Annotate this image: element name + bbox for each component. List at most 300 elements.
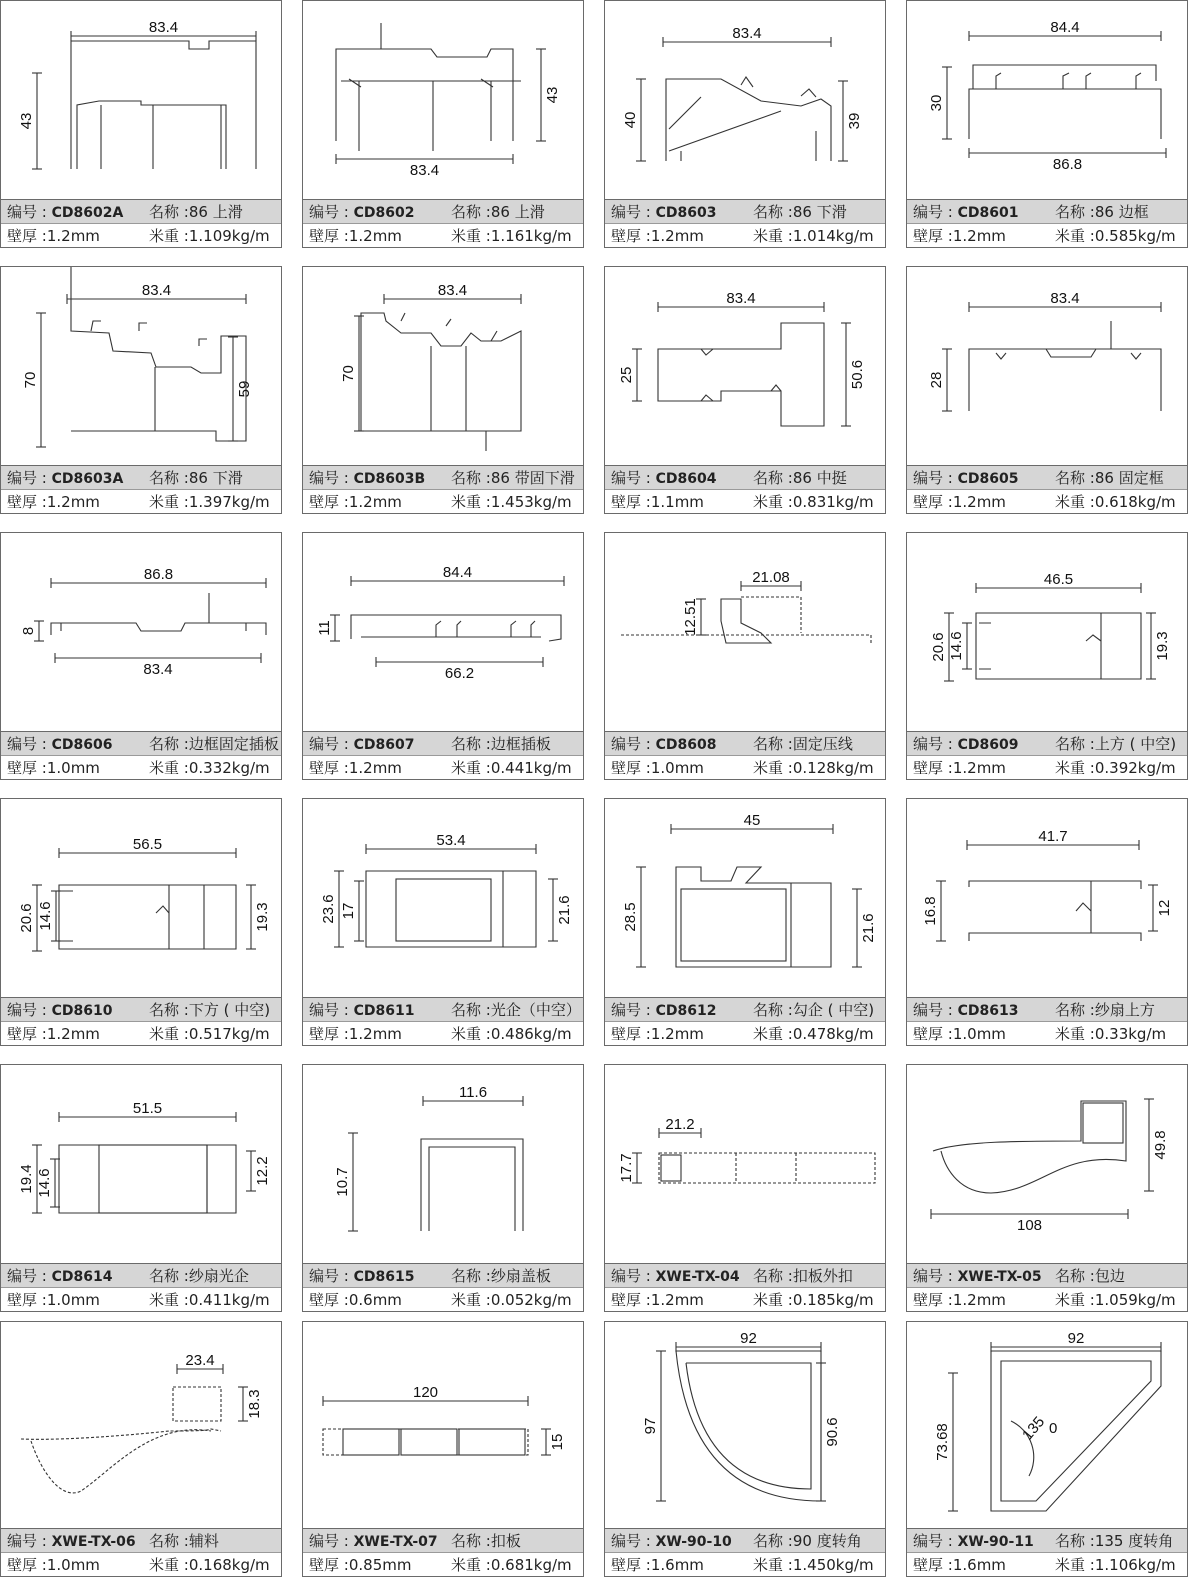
code-label: 编号 [611, 203, 642, 221]
wall-thickness: 1.2mm [650, 227, 704, 245]
weight-label: 米重 [451, 1556, 482, 1574]
profile-outline [336, 49, 513, 141]
product-card [302, 798, 584, 1046]
spec-table [1, 1263, 281, 1312]
profile-outline [59, 885, 236, 949]
dimension-label: 28.5 [622, 902, 639, 932]
name-cell: 名称 :86 下滑 [149, 469, 243, 487]
code-cell: 编号 : CD8612 [611, 1001, 717, 1019]
code-label: 编号 [309, 735, 340, 753]
profile-drawing [303, 533, 583, 731]
wall-cell: 壁厚 :1.1mm [611, 493, 704, 511]
code-label: 编号 [611, 1532, 642, 1550]
dimension-label: 21.2 [665, 1116, 695, 1133]
wall-cell: 壁厚 :1.2mm [913, 493, 1006, 511]
profile-chamber [343, 1429, 399, 1455]
code-cell: 编号 : CD8605 [913, 469, 1019, 487]
name-cell: 名称 :135 度转角 [1055, 1532, 1174, 1550]
meter-weight: 0.411kg/m [188, 1291, 270, 1309]
wall-thickness: 1.0mm [46, 1556, 100, 1574]
dimension-label: 14.6 [36, 1168, 53, 1198]
name-label: 名称 [753, 469, 784, 487]
spec-row-weight [605, 490, 885, 514]
spec-row-code [303, 732, 583, 756]
dimension-label: 83.4 [732, 25, 762, 42]
name-cell: 名称 :边框插板 [451, 735, 551, 753]
spec-row-weight [1, 490, 281, 514]
spec-row-weight [907, 756, 1187, 780]
profile-drawing [907, 799, 1187, 997]
weight-cell: 米重 :0.332kg/m [149, 759, 270, 777]
code-label: 编号 [309, 1267, 340, 1285]
name-cell: 名称 :86 下滑 [753, 203, 847, 221]
wall-thickness: 1.0mm [952, 1025, 1006, 1043]
profile-drawing [303, 1, 583, 199]
profile-outline [658, 323, 824, 426]
meter-weight: 1.014kg/m [792, 227, 874, 245]
wall-label: 壁厚 [7, 1025, 38, 1043]
spec-table [1, 731, 281, 780]
spec-row-code [303, 200, 583, 224]
weight-label: 米重 [149, 227, 180, 245]
code-cell: 编号 : XW-90-10 [611, 1532, 732, 1550]
profile-diagram [1, 1, 281, 199]
spec-row-weight [303, 1022, 583, 1046]
product-name: 边框固定插板 [188, 735, 279, 753]
spec-row-code [605, 998, 885, 1022]
wall-cell: 壁厚 :1.0mm [7, 1291, 100, 1309]
spec-row-weight [1, 1022, 281, 1046]
dimension-label: 18.3 [246, 1389, 263, 1419]
wall-cell: 壁厚 :1.0mm [913, 1025, 1006, 1043]
product-name: 90 度转角 [792, 1532, 862, 1550]
dimension-label: 40 [622, 111, 639, 129]
dimension-label: 70 [22, 371, 39, 389]
dimension-label: 66.2 [444, 665, 475, 682]
product-card [604, 1321, 886, 1577]
wall-thickness: 1.2mm [348, 227, 402, 245]
spec-row-code [907, 998, 1187, 1022]
product-name: 86 固定框 [1094, 469, 1164, 487]
weight-cell: 米重 :0.33kg/m [1055, 1025, 1167, 1043]
dimension-label: 12.2 [254, 1156, 271, 1186]
wall-thickness: 1.6mm [650, 1556, 704, 1574]
spec-table [1, 199, 281, 248]
code-cell: 编号 : CD8608 [611, 735, 717, 753]
spec-row-weight [907, 224, 1187, 248]
product-name: 86 上滑 [188, 203, 243, 221]
code-cell: 编号 : CD8609 [913, 735, 1019, 753]
weight-label: 米重 [753, 1291, 784, 1309]
weight-label: 米重 [451, 493, 482, 511]
weight-cell: 米重 :1.109kg/m [149, 227, 270, 245]
dimension-label: 59 [236, 380, 253, 398]
weight-cell: 米重 :0.517kg/m [149, 1025, 270, 1043]
wall-thickness: 1.2mm [952, 493, 1006, 511]
wall-label: 壁厚 [913, 227, 944, 245]
dimension-label: 70 [340, 365, 357, 382]
wall-label: 壁厚 [611, 759, 642, 777]
weight-cell: 米重 :0.052kg/m [451, 1291, 572, 1309]
product-card [0, 532, 282, 780]
weight-cell: 米重 :1.106kg/m [1055, 1556, 1176, 1574]
profile-outline [676, 1351, 821, 1501]
dimension-label: 50.6 [849, 359, 866, 390]
spec-row-weight [303, 224, 583, 248]
code-label: 编号 [309, 1532, 340, 1550]
product-code: XWE-TX-06 [51, 1534, 136, 1550]
spec-row-weight [605, 1022, 885, 1046]
profile-drawing [1, 799, 281, 997]
wall-cell: 壁厚 :1.2mm [7, 227, 100, 245]
name-cell: 名称 :纱扇上方 [1055, 1001, 1155, 1019]
weight-label: 米重 [1055, 1291, 1086, 1309]
code-cell: 编号 : CD8606 [7, 735, 113, 753]
wall-thickness: 1.2mm [46, 227, 100, 245]
profile-outline [361, 313, 521, 431]
weight-cell: 米重 :0.185kg/m [753, 1291, 874, 1309]
wall-thickness: 1.0mm [46, 759, 100, 777]
code-cell: 编号 : CD8615 [309, 1267, 415, 1285]
product-name: 边框插板 [490, 735, 551, 753]
weight-label: 米重 [753, 227, 784, 245]
weight-cell: 米重 :0.441kg/m [451, 759, 572, 777]
wall-cell: 壁厚 :1.2mm [611, 1291, 704, 1309]
spec-row-weight [1, 224, 281, 248]
name-cell: 名称 :86 中挺 [753, 469, 847, 487]
product-code: CD8605 [957, 471, 1019, 487]
spec-table [303, 1528, 583, 1577]
wall-thickness: 1.6mm [952, 1556, 1006, 1574]
profile-drawing [605, 1322, 885, 1520]
dimension-label: 84.4 [442, 564, 473, 581]
spec-row-weight [303, 1288, 583, 1312]
spec-table [303, 997, 583, 1046]
profile-diagram [303, 533, 583, 731]
meter-weight: 0.585kg/m [1094, 227, 1176, 245]
spec-table [303, 465, 583, 514]
profile-chamber [459, 1429, 525, 1455]
name-label: 名称 [451, 469, 482, 487]
profile-outline [973, 349, 1096, 357]
dimension-label: 8 [20, 626, 37, 636]
profile-chamber [173, 1387, 221, 1421]
dimension-label: 16.8 [922, 896, 939, 926]
product-code: XWE-TX-05 [957, 1269, 1042, 1285]
profile-drawing [1, 533, 281, 731]
dimension-label: 23.4 [185, 1352, 215, 1369]
wall-label: 壁厚 [7, 227, 38, 245]
wall-label: 壁厚 [7, 759, 38, 777]
product-code: XWE-TX-04 [655, 1269, 740, 1285]
dimension-label: 73.68 [934, 1423, 951, 1461]
spec-table [907, 1528, 1187, 1577]
spec-row-weight [303, 1553, 583, 1577]
name-label: 名称 [149, 1532, 180, 1550]
spec-table [1, 1528, 281, 1577]
profile-drawing [1, 267, 281, 465]
meter-weight: 1.453kg/m [490, 493, 572, 511]
wall-cell: 壁厚 :1.2mm [309, 227, 402, 245]
profile-diagram [605, 1, 885, 199]
code-label: 编号 [913, 735, 944, 753]
wall-label: 壁厚 [7, 1556, 38, 1574]
dimension-label: 83.4 [143, 661, 173, 678]
profile-diagram [1, 1065, 281, 1263]
meter-weight: 0.392kg/m [1094, 759, 1176, 777]
dimension-label: 84.4 [1050, 19, 1080, 36]
product-card [0, 1064, 282, 1312]
dimension-label: 83.4 [437, 282, 468, 299]
product-code: XW-90-10 [655, 1534, 732, 1550]
name-cell: 名称 :86 带固下滑 [451, 469, 575, 487]
weight-label: 米重 [753, 493, 784, 511]
dimension-label: 14.6 [948, 631, 965, 661]
product-code: CD8611 [353, 1003, 415, 1019]
profile-outline [969, 89, 1161, 139]
spec-row-code [1, 998, 281, 1022]
wall-label: 壁厚 [309, 1291, 340, 1309]
dimension-label: 83.4 [141, 282, 172, 299]
product-name: 86 下滑 [188, 469, 243, 487]
spec-table [605, 1263, 885, 1312]
spec-row-weight [605, 1288, 885, 1312]
spec-row-code [605, 1264, 885, 1288]
wall-label: 壁厚 [611, 493, 642, 511]
name-label: 名称 [451, 203, 482, 221]
name-label: 名称 [1055, 203, 1086, 221]
profile-outline [1076, 903, 1091, 911]
angle-label: 135 [1019, 1413, 1049, 1444]
spec-row-weight [1, 1553, 281, 1577]
wall-thickness: 1.0mm [650, 759, 704, 777]
product-name: 上方 ( 中空) [1094, 735, 1177, 753]
product-card [906, 266, 1188, 514]
weight-label: 米重 [753, 1025, 784, 1043]
profile-drawing [907, 267, 1187, 465]
dimension-label: 83.4 [1050, 290, 1080, 307]
name-label: 名称 [753, 203, 784, 221]
degree-mark: 0 [1049, 1420, 1058, 1437]
weight-label: 米重 [753, 759, 784, 777]
product-card [0, 266, 282, 514]
name-label: 名称 [1055, 735, 1086, 753]
product-name: 固定压线 [792, 735, 853, 753]
wall-cell: 壁厚 :1.2mm [611, 227, 704, 245]
product-card [906, 0, 1188, 248]
code-cell: 编号 : CD8602A [7, 203, 124, 221]
meter-weight: 0.618kg/m [1094, 493, 1176, 511]
weight-label: 米重 [1055, 759, 1086, 777]
spec-table [303, 731, 583, 780]
profile-diagram [303, 1, 583, 199]
profile-chamber [99, 1145, 207, 1213]
dimension-label: 51.5 [132, 1100, 163, 1117]
weight-cell: 米重 :1.453kg/m [451, 493, 572, 511]
wall-cell: 壁厚 :1.6mm [611, 1556, 704, 1574]
product-card [302, 1321, 584, 1577]
profile-outline [77, 101, 226, 169]
dimension-label: 92 [1067, 1330, 1085, 1347]
spec-row-weight [605, 756, 885, 780]
profile-diagram [907, 533, 1187, 731]
dimension-label: 21.6 [860, 913, 877, 943]
code-cell: 编号 : XW-90-11 [913, 1532, 1034, 1550]
wall-label: 壁厚 [913, 1556, 944, 1574]
weight-label: 米重 [1055, 1025, 1086, 1043]
wall-thickness: 1.2mm [46, 1025, 100, 1043]
name-cell: 名称 :勾企 ( 中空) [753, 1001, 875, 1019]
product-code: CD8603 [655, 205, 717, 221]
weight-label: 米重 [149, 1291, 180, 1309]
spec-row-weight [303, 756, 583, 780]
wall-label: 壁厚 [7, 493, 38, 511]
profile-chamber [661, 1155, 681, 1181]
wall-label: 壁厚 [309, 493, 340, 511]
spec-table [303, 199, 583, 248]
profile-drawing [605, 1065, 885, 1263]
dimension-label: 39 [846, 112, 863, 130]
spec-row-code [605, 200, 885, 224]
code-label: 编号 [309, 469, 340, 487]
spec-table [907, 1263, 1187, 1312]
dimension-label: 12 [1156, 899, 1173, 917]
profile-outline [429, 1147, 515, 1231]
code-label: 编号 [913, 1267, 944, 1285]
wall-cell: 壁厚 :1.0mm [7, 1556, 100, 1574]
product-card [906, 532, 1188, 780]
spec-row-code [1, 200, 281, 224]
weight-cell: 米重 :0.831kg/m [753, 493, 874, 511]
profile-chamber [396, 879, 491, 941]
wall-label: 壁厚 [611, 1291, 642, 1309]
code-cell: 编号 : CD8607 [309, 735, 415, 753]
profile-diagram [605, 1065, 885, 1263]
dimension-label: 11.6 [458, 1084, 488, 1101]
profile-diagram [907, 1322, 1187, 1520]
code-cell: 编号 : CD8613 [913, 1001, 1019, 1019]
spec-row-code [303, 1264, 583, 1288]
product-name: 86 边框 [1094, 203, 1149, 221]
product-name: 纱扇盖板 [490, 1267, 551, 1285]
spec-row-code [1, 1529, 281, 1553]
weight-label: 米重 [1055, 1556, 1086, 1574]
name-label: 名称 [149, 203, 180, 221]
meter-weight: 1.161kg/m [490, 227, 572, 245]
profile-outline [969, 881, 1141, 889]
name-cell: 名称 :扣板 [451, 1532, 521, 1550]
product-name: 下方 ( 中空) [188, 1001, 271, 1019]
profile-diagram [907, 1065, 1187, 1263]
dimension-label: 92 [740, 1330, 757, 1347]
spec-row-code [605, 1529, 885, 1553]
profile-outline [969, 933, 1141, 941]
profile-chamber [681, 889, 786, 961]
dimension-label: 30 [928, 94, 945, 112]
spec-row-code [907, 1529, 1187, 1553]
product-code: CD8606 [51, 737, 113, 753]
wall-cell: 壁厚 :1.2mm [309, 493, 402, 511]
code-cell: 编号 : XWE-TX-07 [309, 1532, 438, 1550]
name-label: 名称 [451, 1532, 482, 1550]
spec-row-code [303, 466, 583, 490]
profile-diagram [907, 1, 1187, 199]
code-label: 编号 [7, 203, 38, 221]
meter-weight: 1.450kg/m [792, 1556, 874, 1574]
meter-weight: 0.681kg/m [490, 1556, 572, 1574]
spec-table [605, 1528, 885, 1577]
code-label: 编号 [611, 735, 642, 753]
product-card [302, 0, 584, 248]
code-label: 编号 [7, 735, 38, 753]
name-cell: 名称 :下方 ( 中空) [149, 1001, 271, 1019]
profile-drawing [1, 1065, 281, 1263]
name-cell: 名称 :86 边框 [1055, 203, 1149, 221]
dimension-label: 19.4 [18, 1164, 35, 1194]
weight-label: 米重 [149, 493, 180, 511]
weight-label: 米重 [451, 759, 482, 777]
profile-chamber [659, 1153, 875, 1183]
profile-outline [976, 613, 1141, 679]
spec-row-weight [907, 1022, 1187, 1046]
weight-cell: 米重 :0.486kg/m [451, 1025, 572, 1043]
weight-cell: 米重 :0.618kg/m [1055, 493, 1176, 511]
code-cell: 编号 : CD8604 [611, 469, 717, 487]
product-name: 86 中挺 [792, 469, 847, 487]
profile-diagram [605, 1322, 885, 1520]
dimension-label: 10.7 [334, 1167, 351, 1197]
spec-row-code [907, 466, 1187, 490]
weight-label: 米重 [451, 1291, 482, 1309]
dimension-label: 43 [544, 86, 561, 104]
wall-label: 壁厚 [611, 1556, 642, 1574]
name-cell: 名称 :边框固定插板 [149, 735, 279, 753]
profile-outline [686, 1363, 811, 1489]
wall-cell: 壁厚 :1.2mm [611, 1025, 704, 1043]
profile-diagram [907, 799, 1187, 997]
spec-row-code [605, 466, 885, 490]
name-label: 名称 [1055, 1001, 1086, 1019]
code-label: 编号 [913, 203, 944, 221]
name-label: 名称 [149, 1001, 180, 1019]
product-name: 86 下滑 [792, 203, 847, 221]
dimension-label: 17 [340, 902, 357, 920]
dimension-label: 120 [412, 1384, 439, 1401]
name-label: 名称 [451, 735, 482, 753]
name-cell: 名称 :扣板外扣 [753, 1267, 853, 1285]
wall-cell: 壁厚 :1.2mm [309, 759, 402, 777]
dimension-label: 41.7 [1038, 828, 1068, 845]
code-label: 编号 [309, 203, 340, 221]
product-code: CD8612 [655, 1003, 717, 1019]
profile-outline [61, 891, 169, 941]
product-name: 纱扇上方 [1094, 1001, 1155, 1019]
wall-label: 壁厚 [913, 1025, 944, 1043]
product-card [0, 1321, 282, 1577]
wall-cell: 壁厚 :1.0mm [611, 759, 704, 777]
profile-drawing [907, 1065, 1187, 1263]
weight-cell: 米重 :1.014kg/m [753, 227, 874, 245]
dimension-label: 19.3 [254, 902, 271, 932]
spec-row-weight [907, 1288, 1187, 1312]
wall-label: 壁厚 [611, 227, 642, 245]
weight-cell: 米重 :0.128kg/m [753, 759, 874, 777]
dimension-label: 25 [618, 366, 635, 384]
spec-table [1, 465, 281, 514]
wall-label: 壁厚 [309, 759, 340, 777]
spec-row-weight [907, 1553, 1187, 1577]
product-card [906, 798, 1188, 1046]
